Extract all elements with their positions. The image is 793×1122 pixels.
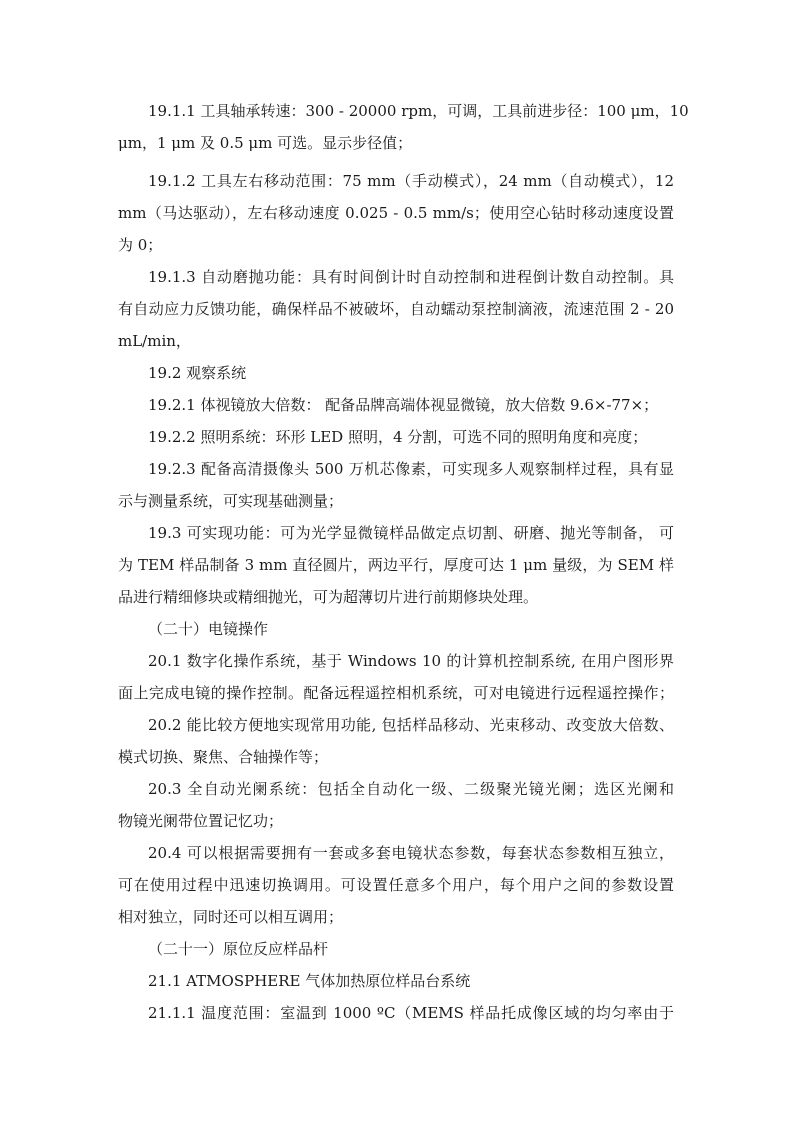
text-line: 19.2.3 配备高清摄像头 500 万机芯像素，可实现多人观察制样过程，具有显: [148, 460, 674, 478]
text-line: 相对独立，同时还可以相互调用；: [118, 908, 344, 926]
text-line: 19.2.2 照明系统：环形 LED 照明，4 分割，可选不同的照明角度和亮度；: [148, 428, 648, 446]
text-line: 19.2.1 体视镜放大倍数： 配备品牌高端体视显微镜，放大倍数 9.6×-77×；: [148, 396, 659, 414]
text-line: 面上完成电镜的操作控制。配备远程遥控相机系统，可对电镜进行远程遥控操作；: [118, 684, 674, 702]
text-line: 为 0；: [118, 236, 163, 254]
text-line: 19.3 可实现功能：可为光学显微镜样品做定点切割、研磨、抛光等制备， 可: [148, 524, 674, 542]
text-line: 20.4 可以根据需要拥有一套或多套电镜状态参数，每套状态参数相互独立，: [148, 844, 674, 862]
text-line: 模式切换、聚焦、合轴操作等；: [118, 748, 329, 766]
text-line: 品进行精细修块或精细抛光，可为超薄切片进行前期修块处理。: [118, 588, 539, 606]
text-line: 为 TEM 样品制备 3 mm 直径圆片，两边平行，厚度可达 1 μm 量级，为 SEM 样: [118, 556, 674, 574]
text-line: mm（马达驱动），左右移动速度 0.025 - 0.5 mm/s；使用空心钻时移动速度设置: [118, 204, 674, 222]
text-line: 19.1.2 工具左右移动范围：75 mm（手动模式），24 mm（自动模式），12: [148, 172, 674, 190]
text-line: 物镜光阑带位置记忆功；: [118, 812, 284, 830]
section-heading: 21.1 ATMOSPHERE 气体加热原位样品台系统: [148, 972, 471, 990]
text-line: 19.1.3 自动磨抛功能：具有时间倒计时自动控制和进程倒计数自动控制。具: [148, 268, 674, 286]
text-line: 20.2 能比较方便地实现常用功能, 包括样品移动、光束移动、改变放大倍数、: [148, 716, 674, 734]
text-line: 21.1.1 温度范围：室温到 1000 ºC（MEMS 样品托成像区域的均匀率由于: [148, 1004, 674, 1022]
text-line: mL/min，: [118, 332, 191, 350]
text-line: 有自动应力反馈功能，确保样品不被破坏，自动蠕动泵控制滴液，流速范围 2 - 20: [118, 300, 674, 318]
text-line: 20.3 全自动光阑系统：包括全自动化一级、二级聚光镜光阑；选区光阑和: [148, 780, 674, 798]
section-heading: （二十一）原位反应样品杆: [148, 940, 329, 958]
text-line: 示与测量系统，可实现基础测量；: [118, 492, 344, 510]
text-line: μm，1 μm 及 0.5 μm 可选。显示步径值；: [118, 134, 413, 152]
text-line: 可在使用过程中迅速切换调用。可设置任意多个用户，每个用户之间的参数设置: [118, 876, 674, 894]
section-heading: （二十）电镜操作: [148, 620, 269, 638]
text-line: 20.1 数字化操作系统，基于 Windows 10 的计算机控制系统, 在用户图形界: [148, 652, 674, 670]
section-heading: 19.2 观察系统: [148, 364, 247, 382]
text-line: 19.1.1 工具轴承转速：300 - 20000 rpm，可调，工具前进步径：100 μm，10: [148, 102, 689, 120]
